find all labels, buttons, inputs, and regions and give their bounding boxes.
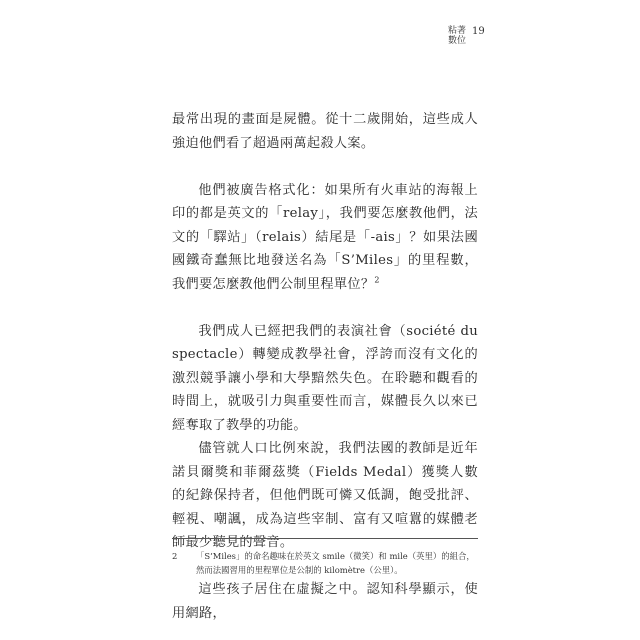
paragraph-3: 我們成人已經把我們的表演社會（société du spectacle）轉變成教學社會，浮誇而沒有文化的激烈競爭讓小學和大學黯然失色。在聆聽和觀看的時間上，就吸引力與重要性而言，媒體長久以來已經奪取了教學的功能。 [172,323,478,433]
paragraph-2-text: 他們被廣告格式化：如果所有火車站的海報上印的都是英文的「relay」，我們要怎麼教他們，法文的「驛站」（relais）結尾是「-ais」？如果法國國鐵奇蠢無比地發送名為「S’Miles」的里程數，我們要怎麼教他們公制里程單位？ [172,182,478,292]
page-number: 19 [472,26,485,37]
footnote-divider [172,538,478,539]
footnote-text: 「S’Miles」的命名趣味在於英文 smile（微笑）和 mile（英里）的組合，然而法國習用的里程單位是公制的 kilomètre（公里）。 [196,551,475,575]
footnote [172,549,478,577]
body-text [172,108,478,625]
section-title-line-2: 數位 [448,36,467,46]
paragraph-2 [172,179,478,297]
section-title [448,26,466,46]
running-header [448,26,485,46]
section-title-line-1: 粘著 [448,26,467,36]
paragraph-4: 儘管就人口比例來說，我們法國的教師是近年諾貝爾獎和菲爾茲獎（Fields Medal）獲獎人數的紀錄保持者，但他們既可憐又低調，飽受批評、輕視、嘲諷，成為這些宰制、富有又喧囂的媒體老師最少聽見的聲音。 [172,441,478,550]
paragraph-5: 這些孩子居住在虛擬之中。認知科學顯示，使用網路， [172,582,478,621]
footnote-number: 2 [172,551,178,561]
footnote-reference: 2 [374,275,380,285]
paragraph-1: 最常出現的畫面是屍體。從十二歲開始，這些成人強迫他們看了超過兩萬起殺人案。 [172,112,478,151]
